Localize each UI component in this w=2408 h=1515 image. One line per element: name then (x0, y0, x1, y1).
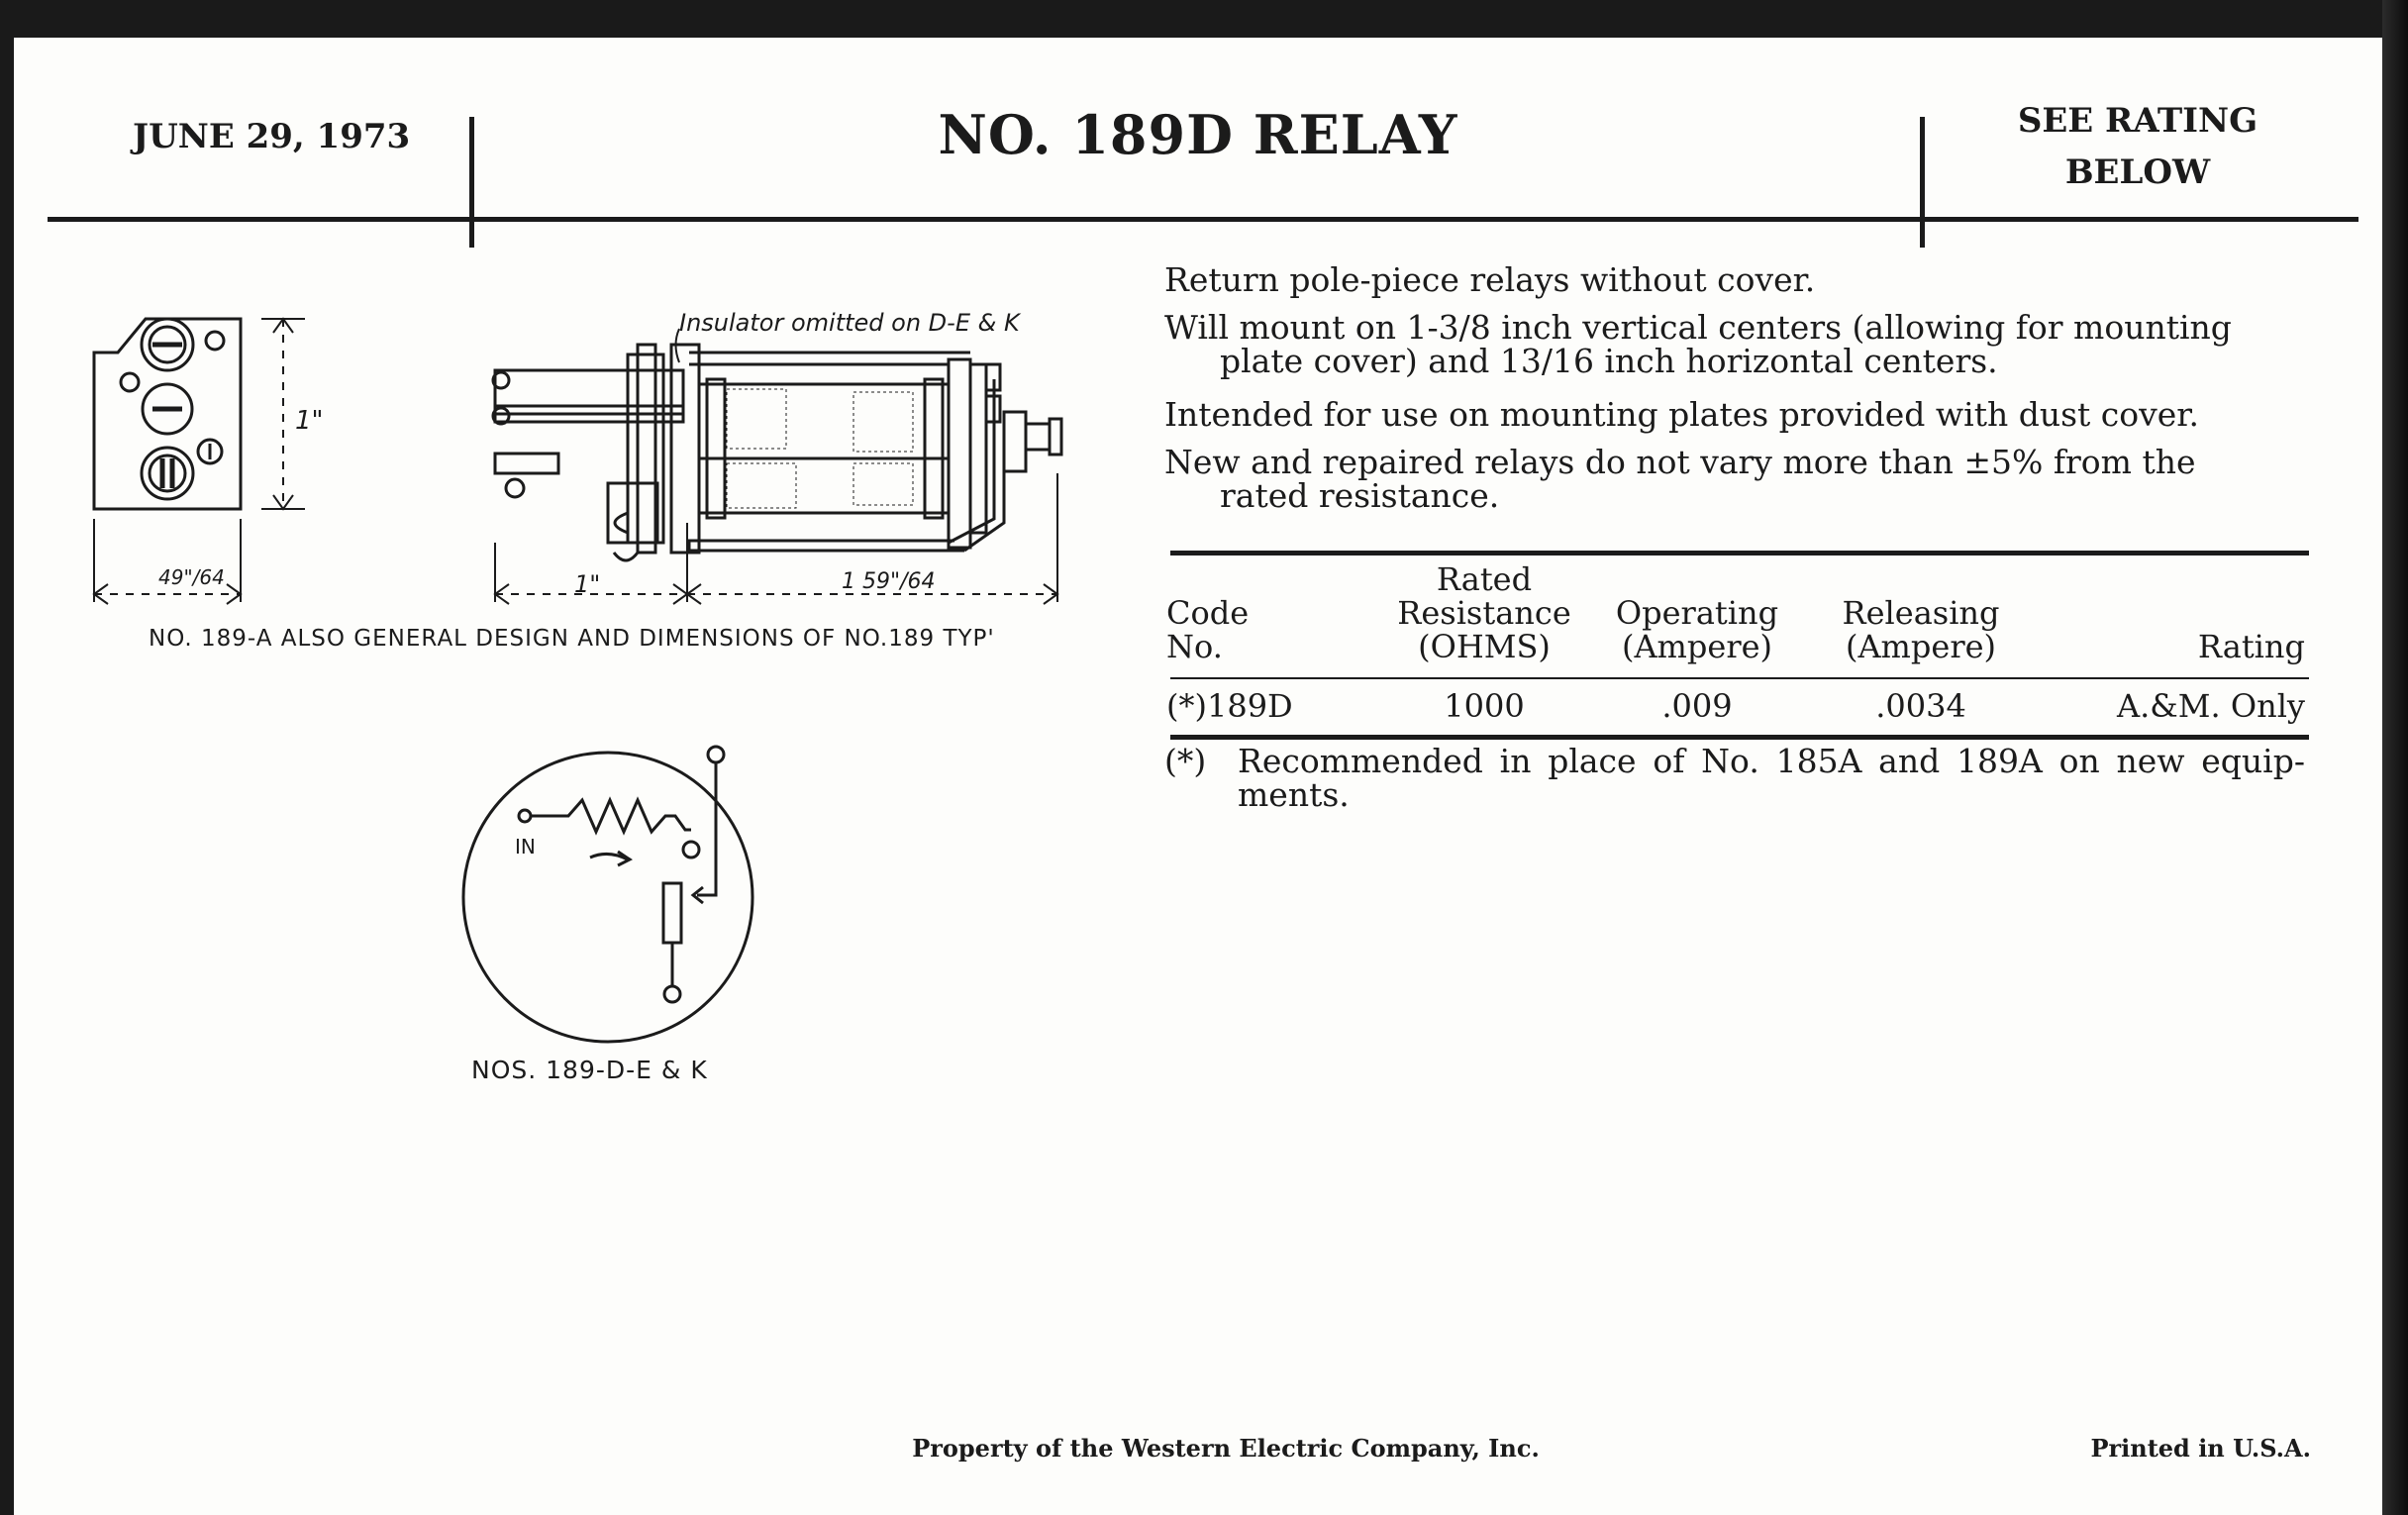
description-paragraph-2 (1164, 308, 2313, 380)
rating-note-line-2: BELOW (2064, 152, 2211, 192)
paragraph-2-line-1: Will mount on 1-3/8 inch vertical centers (allowing for mounting (1164, 308, 2232, 347)
height-dimension-label: 1" (295, 406, 324, 436)
relay-front-view (94, 319, 305, 604)
column-header-releasing: Releasing (Ampere) (1842, 594, 2000, 665)
insulator-note: Insulator omitted on D-E & K (679, 309, 1020, 337)
paragraph-4-line-1: New and repaired relays do not vary more than ±5% from the (1164, 443, 2196, 481)
property-notice: Property of the Western Electric Company, Inc. (912, 1434, 1540, 1463)
description-paragraph-4 (1164, 443, 2313, 515)
header-divider-right (1920, 117, 1925, 248)
rating-note-line-1: SEE RATING (2017, 101, 2258, 141)
dimension-1in-label: 1" (574, 570, 601, 598)
table-top-rule (1170, 551, 2309, 556)
column-header-operating: Operating (Ampere) (1615, 594, 1779, 665)
footnote (1164, 742, 2305, 814)
description-paragraph-3: Intended for use on mounting plates provided with dust cover. (1164, 395, 2199, 434)
width-dimension-label: 49"/64 (158, 565, 225, 589)
column-header-resistance: Rated Resistance (OHMS) (1397, 560, 1571, 665)
issue-date: JUNE 29, 1973 (133, 117, 411, 156)
footnote-line-1: Recommended in place of No. 185A and 189A on new equip- (1238, 742, 2305, 780)
table-cell-rating: A.&M. Only (2116, 687, 2305, 725)
rating-note (1955, 95, 2321, 198)
mechanical-drawing-caption: NO. 189-A ALSO GENERAL DESIGN AND DIMENSIONS OF NO.189 TYP' (149, 626, 995, 652)
relay-spec-card (14, 38, 2382, 1515)
column-header-rating: Rating (2197, 628, 2305, 665)
relay-mechanical-drawing (14, 38, 1103, 1127)
page-title: NO. 189D RELAY (938, 103, 1458, 166)
printed-notice: Printed in U.S.A. (2090, 1434, 2311, 1463)
footnote-mark: (*) (1164, 742, 1207, 780)
description-paragraph-1: Return pole-piece relays without cover. (1164, 260, 1816, 299)
dimension-1-59-64-label: 1 59"/64 (842, 569, 936, 594)
card-edge-shadow (2382, 0, 2408, 1515)
table-cell-resistance: 1000 (1444, 687, 1525, 725)
footnote-line-2: ments. (1238, 775, 1350, 814)
paragraph-2-line-2: plate cover) and 13/16 inch horizontal centers. (1220, 342, 1998, 380)
schematic-caption: NOS. 189-D-E & K (471, 1056, 708, 1084)
table-cell-code: (*)189D (1166, 687, 1293, 725)
relay-schematic (463, 747, 752, 1042)
table-header-rule (1170, 677, 2309, 679)
column-header-code: Code No. (1166, 594, 1250, 665)
relay-side-view (493, 329, 1061, 604)
table-bottom-rule (1170, 735, 2309, 740)
schematic-in-label: IN (515, 835, 536, 858)
paragraph-4-line-2: rated resistance. (1220, 476, 1500, 515)
table-cell-operating: .009 (1661, 687, 1733, 725)
table-cell-releasing: .0034 (1875, 687, 1966, 725)
